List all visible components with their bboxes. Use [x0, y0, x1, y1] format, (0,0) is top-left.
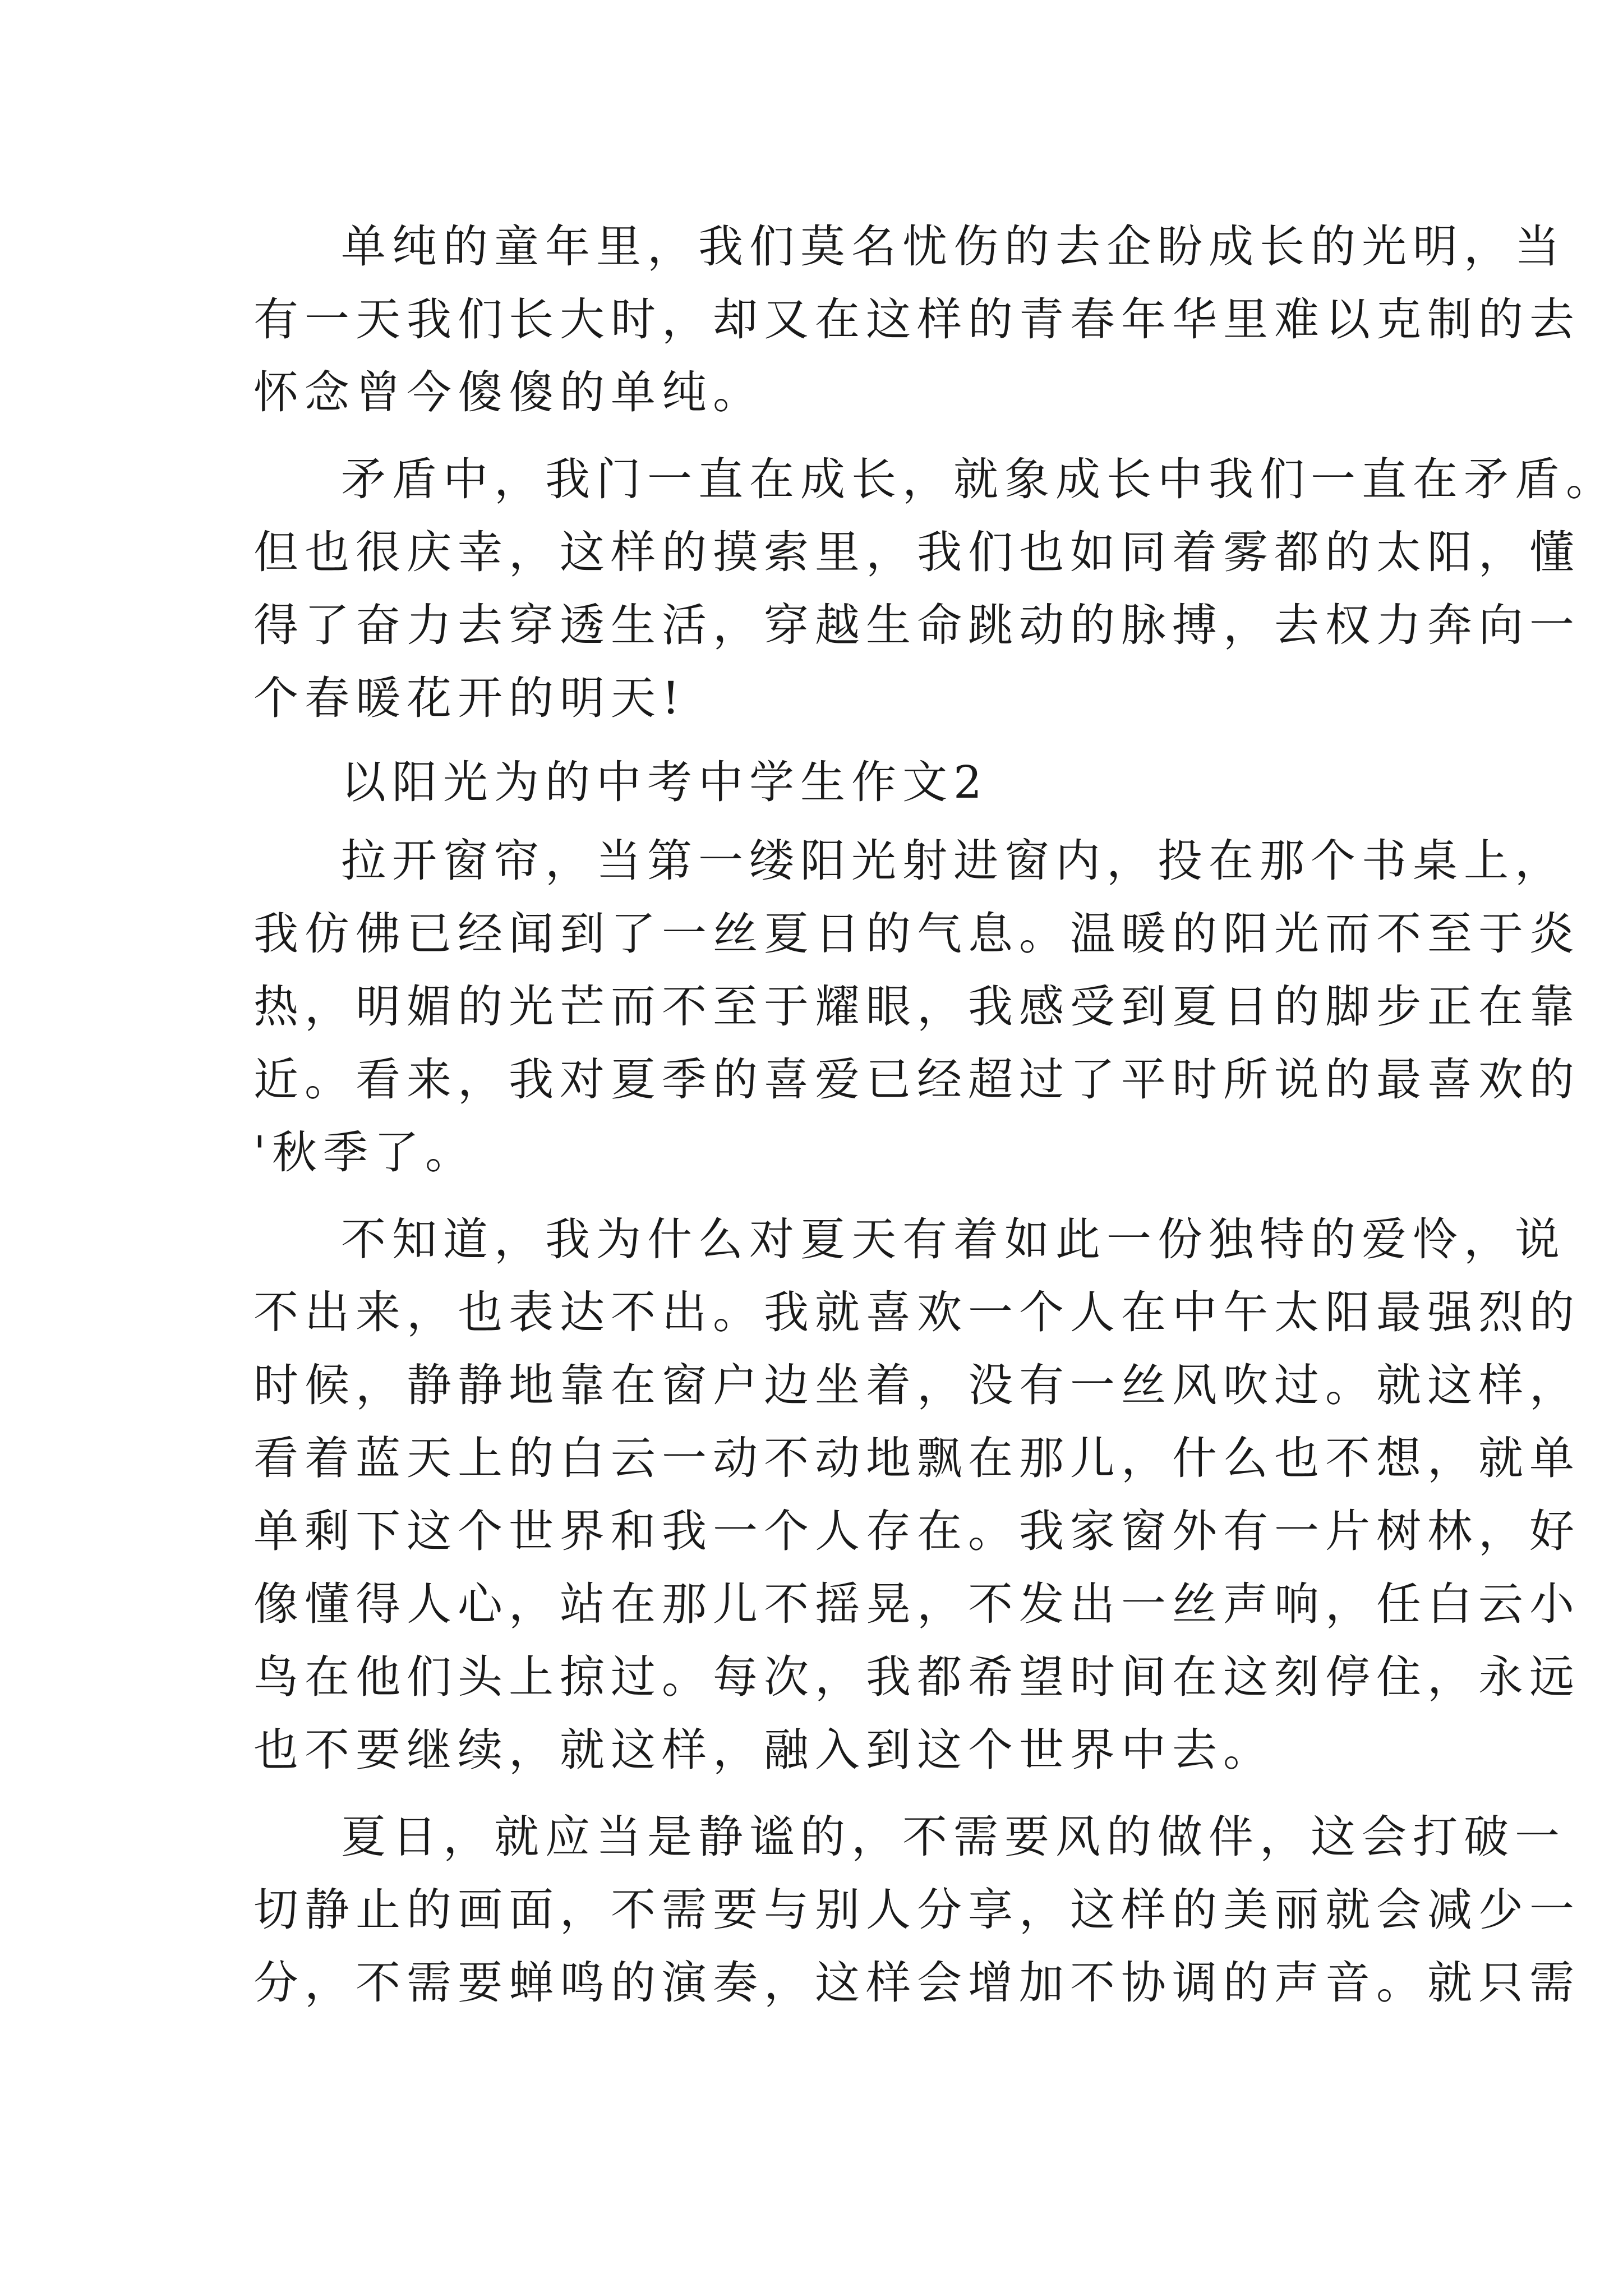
- text-line: 拉开窗帘，当第一缕阳光射进窗内，投在那个书桌上，: [341, 835, 1566, 887]
- text-line: 不知道，我为什么对夏天有着如此一份独特的爱怜，说: [341, 1213, 1566, 1266]
- text-line: '秋季了。: [253, 1126, 476, 1179]
- section-heading: 以阳光为的中考中学生作文2: [341, 756, 988, 808]
- text-line: 时候，静静地靠在窗户边坐着，没有一丝风吹过。就这样，: [253, 1359, 1580, 1411]
- text-line: 看着蓝天上的白云一动不动地飘在那儿，什么也不想，就单: [253, 1432, 1580, 1484]
- text-line: 我仿佛已经闻到了一丝夏日的气息。温暖的阳光而不至于炎: [253, 908, 1580, 960]
- text-line: 切静止的画面，不需要与别人分享，这样的美丽就会减少一: [253, 1884, 1580, 1936]
- text-line: 单纯的童年里，我们莫名忧伤的去企盼成长的光明，当: [341, 220, 1566, 273]
- text-line: 不出来，也表达不出。我就喜欢一个人在中午太阳最强烈的: [253, 1286, 1580, 1338]
- text-line: 近。看来，我对夏季的喜爱已经超过了平时所说的最喜欢的: [253, 1053, 1580, 1106]
- text-line: 怀念曾今傻傻的单纯。: [253, 366, 764, 418]
- text-line: 热，明媚的光芒而不至于耀眼，我感受到夏日的脚步正在靠: [253, 981, 1580, 1033]
- text-line: 单剩下这个世界和我一个人存在。我家窗外有一片树林，好: [253, 1505, 1580, 1557]
- text-line: 鸟在他们头上掠过。每次，我都希望时间在这刻停住，永远: [253, 1651, 1580, 1703]
- text-line: 矛盾中，我门一直在成长，就象成长中我们一直在矛盾。: [341, 453, 1617, 505]
- text-line: 得了奋力去穿透生活，穿越生命跳动的脉搏，去权力奔向一: [253, 599, 1580, 651]
- text-line: 有一天我们长大时，却又在这样的青春年华里难以克制的去: [253, 293, 1580, 346]
- text-line: 像懂得人心，站在那儿不摇晃，不发出一丝声响，任白云小: [253, 1578, 1580, 1630]
- text-line: 但也很庆幸，这样的摸索里，我们也如同着雾都的太阳，懂: [253, 526, 1580, 578]
- text-line: 也不要继续，就这样，融入到这个世界中去。: [253, 1724, 1274, 1776]
- text-line: 分，不需要蝉鸣的演奏，这样会增加不协调的声音。就只需: [253, 1957, 1580, 2009]
- text-line: 夏日，就应当是静谧的，不需要风的做伴，这会打破一: [341, 1811, 1566, 1863]
- text-line: 个春暖花开的明天!: [253, 672, 686, 724]
